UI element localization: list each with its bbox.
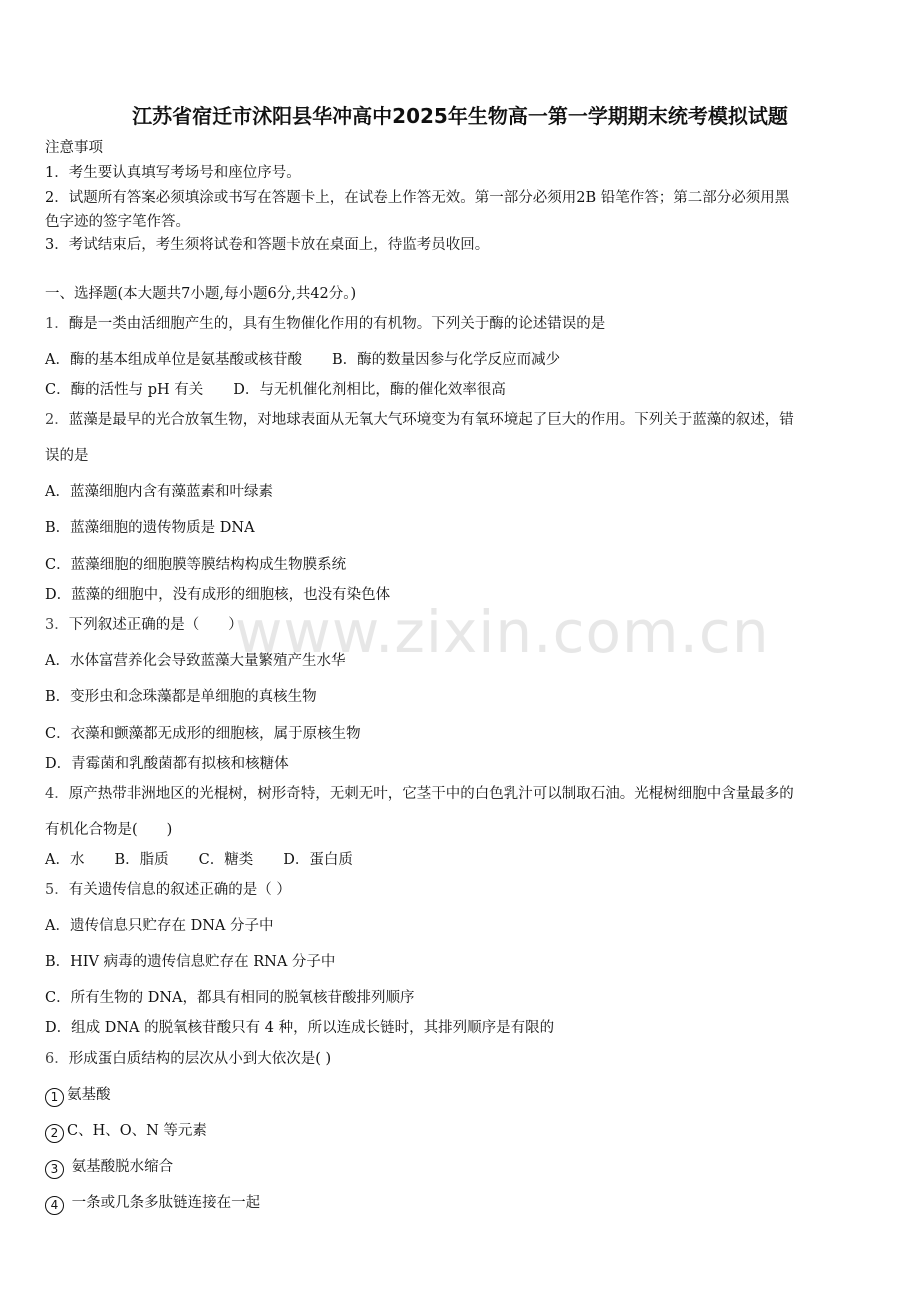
page-title: 江苏省宿迁市沭阳县华冲高中2025年生物高一第一学期期末统考模拟试题: [132, 104, 788, 128]
item-text: 氨基酸: [67, 1087, 111, 1103]
circled-number: 3: [45, 1160, 64, 1179]
question-2-stem-cont: 误的是: [45, 448, 89, 464]
question-number: 2．: [45, 412, 69, 428]
notice-item-2: 2．试题所有答案必须填涂或书写在答题卡上，在试卷上作答无效。第一部分必须用2B 铅笔作答；第二部分必须用黑: [45, 190, 790, 206]
question-2: [45, 410, 794, 430]
question-stem: 形成蛋白质结构的层次从小到大依次是( ): [68, 1051, 332, 1067]
option-a: A．水: [45, 852, 85, 868]
question-number: 6．: [45, 1051, 69, 1067]
question-stem: 下列叙述正确的是（ ）: [68, 617, 243, 633]
question-1-options-ab: [45, 350, 560, 370]
option-a: A．水体富营养化会导致蓝藻大量繁殖产生水华: [45, 653, 346, 669]
option-d: D．蓝藻的细胞中，没有成形的细胞核，也没有染色体: [45, 587, 391, 603]
option-d: D．青霉菌和乳酸菌都有拟核和核糖体: [45, 756, 289, 772]
option-a: A．遗传信息只贮存在 DNA 分子中: [45, 918, 274, 934]
option-c: C．蓝藻细胞的细胞膜等膜结构构成生物膜系统: [45, 557, 347, 573]
option-c: C．糖类: [198, 852, 254, 868]
question-4-options: [45, 850, 353, 870]
item-3: [45, 1157, 173, 1179]
question-4: [45, 784, 794, 804]
question-number: 3．: [45, 617, 69, 633]
question-stem: 原产热带非洲地区的光棍树，树形奇特，无刺无叶，它茎干中的白色乳汁可以制取石油。光棍树细胞中含量最多的: [68, 786, 794, 802]
question-1-options-cd: [45, 380, 506, 400]
circled-number: 2: [45, 1124, 64, 1143]
option-c: C．所有生物的 DNA，都具有相同的脱氧核苷酸排列顺序: [45, 990, 415, 1006]
option-a: A．蓝藻细胞内含有藻蓝素和叶绿素: [45, 484, 273, 500]
item-4: [45, 1193, 260, 1215]
question-number: 1．: [45, 316, 69, 332]
circled-number: 4: [45, 1196, 64, 1215]
question-3: [45, 615, 243, 635]
question-4-stem-cont: 有机化合物是( ): [45, 822, 173, 838]
question-stem: 有关遗传信息的叙述正确的是（ ）: [68, 882, 291, 898]
notice-item-1: 1．考生要认真填写考场号和座位序号。: [45, 165, 301, 181]
option-d: D．蛋白质: [283, 852, 353, 868]
option-c: C．酶的活性与 pH 有关: [45, 382, 204, 398]
question-number: 5．: [45, 882, 69, 898]
question-number: 4．: [45, 786, 69, 802]
option-c: C．衣藻和颤藻都无成形的细胞核，属于原核生物: [45, 726, 361, 742]
notice-item-2-cont: 色字迹的签字笔作答。: [45, 214, 190, 230]
item-1: [45, 1085, 111, 1107]
question-1: [45, 314, 605, 334]
option-a: A．酶的基本组成单位是氨基酸或核苷酸: [45, 352, 302, 368]
question-5: [45, 880, 291, 900]
option-b: B．蓝藻细胞的遗传物质是 DNA: [45, 520, 255, 536]
question-stem: 酶是一类由活细胞产生的，具有生物催化作用的有机物。下列关于酶的论述错误的是: [68, 316, 606, 332]
option-d: D．与无机催化剂相比，酶的催化效率很高: [233, 382, 506, 398]
item-text: 一条或几条多肽链连接在一起: [67, 1195, 261, 1211]
notice-heading: 注意事项: [45, 140, 103, 156]
option-b: B．脂质: [114, 852, 169, 868]
circled-number: 1: [45, 1088, 64, 1107]
option-b: B．变形虫和念珠藻都是单细胞的真核生物: [45, 689, 317, 705]
item-text: 氨基酸脱水缩合: [67, 1159, 174, 1175]
option-b: B．酶的数量因参与化学反应而减少: [331, 352, 561, 368]
watermark: www.zixin.com.cn: [235, 598, 770, 666]
item-text: C、H、O、N 等元素: [67, 1123, 207, 1139]
option-d: D．组成 DNA 的脱氧核苷酸只有 4 种，所以连成长链时，其排列顺序是有限的: [45, 1020, 555, 1036]
question-stem: 蓝藻是最早的光合放氧生物，对地球表面从无氧大气环境变为有氧环境起了巨大的作用。下列关于蓝藻的叙述，错: [68, 412, 794, 428]
item-2: [45, 1121, 207, 1143]
question-6: [45, 1049, 331, 1069]
option-b: B．HIV 病毒的遗传信息贮存在 RNA 分子中: [45, 954, 336, 970]
notice-item-3: 3．考试结束后，考生须将试卷和答题卡放在桌面上，待监考员收回。: [45, 237, 490, 253]
section-heading: 一、选择题(本大题共7小题,每小题6分,共42分。): [45, 286, 357, 302]
